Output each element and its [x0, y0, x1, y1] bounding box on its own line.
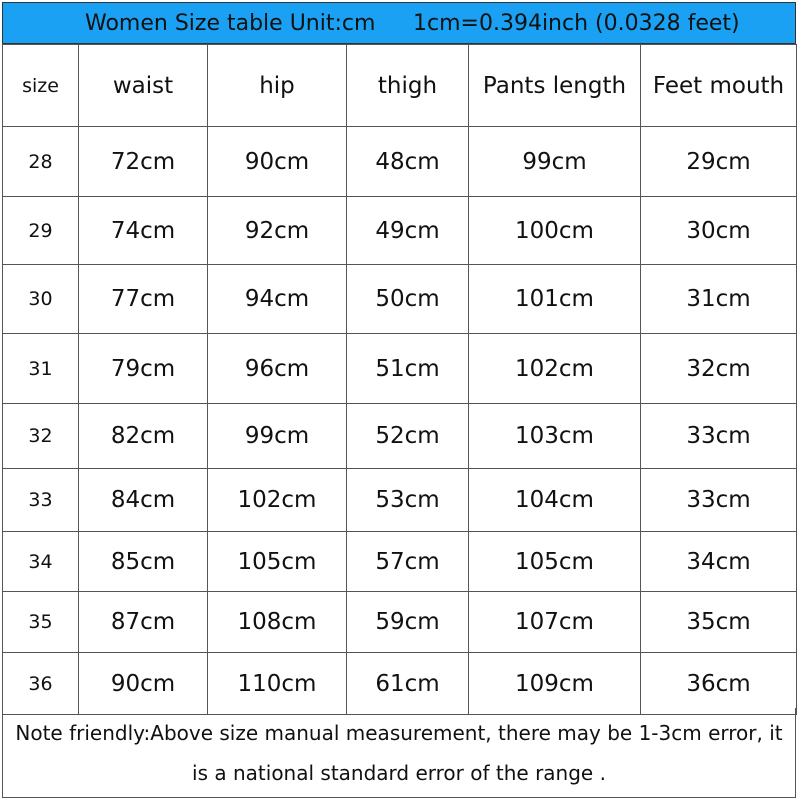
cell-feet-mouth: 33cm	[641, 469, 797, 532]
cell-feet-mouth: 36cm	[641, 653, 797, 715]
header-cell-hip: hip	[208, 45, 347, 127]
note	[2, 708, 796, 798]
cell-size: 28	[3, 127, 79, 197]
cell-waist: 85cm	[79, 532, 208, 592]
cell-feet-mouth: 34cm	[641, 532, 797, 592]
cell-hip: 92cm	[208, 197, 347, 265]
cell-thigh: 48cm	[347, 127, 469, 197]
cell-hip: 108cm	[208, 592, 347, 653]
cell-thigh: 50cm	[347, 265, 469, 334]
table-row	[3, 469, 797, 532]
cell-waist: 87cm	[79, 592, 208, 653]
cell-size: 29	[3, 197, 79, 265]
table-row	[3, 532, 797, 592]
header-cell-waist: waist	[79, 45, 208, 127]
cell-hip: 96cm	[208, 334, 347, 404]
cell-size: 34	[3, 532, 79, 592]
cell-feet-mouth: 32cm	[641, 334, 797, 404]
cell-pants-length: 104cm	[469, 469, 641, 532]
header-cell-feet-mouth: Feet mouth	[641, 45, 797, 127]
cell-waist: 72cm	[79, 127, 208, 197]
table-row	[3, 404, 797, 469]
cell-thigh: 52cm	[347, 404, 469, 469]
note-line-2: is a national standard error of the range .	[192, 761, 606, 785]
table-body	[3, 127, 797, 715]
cell-hip: 99cm	[208, 404, 347, 469]
cell-feet-mouth: 35cm	[641, 592, 797, 653]
cell-hip: 110cm	[208, 653, 347, 715]
cell-waist: 90cm	[79, 653, 208, 715]
cell-hip: 105cm	[208, 532, 347, 592]
table-row	[3, 127, 797, 197]
cell-size: 36	[3, 653, 79, 715]
table-row	[3, 334, 797, 404]
cell-size: 35	[3, 592, 79, 653]
header-cell-thigh: thigh	[347, 45, 469, 127]
header-cell-size: size	[3, 45, 79, 127]
cell-thigh: 53cm	[347, 469, 469, 532]
cell-pants-length: 100cm	[469, 197, 641, 265]
cell-hip: 90cm	[208, 127, 347, 197]
cell-thigh: 57cm	[347, 532, 469, 592]
cell-waist: 82cm	[79, 404, 208, 469]
cell-pants-length: 103cm	[469, 404, 641, 469]
cell-waist: 84cm	[79, 469, 208, 532]
cell-thigh: 59cm	[347, 592, 469, 653]
cell-size: 32	[3, 404, 79, 469]
cell-feet-mouth: 33cm	[641, 404, 797, 469]
cell-pants-length: 105cm	[469, 532, 641, 592]
table-row	[3, 265, 797, 334]
cell-size: 30	[3, 265, 79, 334]
cell-pants-length: 102cm	[469, 334, 641, 404]
size-table	[2, 44, 797, 715]
note-line-1: Note friendly:Above size manual measurement, there may be 1-3cm error, it	[15, 721, 783, 745]
cell-hip: 102cm	[208, 469, 347, 532]
table-row	[3, 592, 797, 653]
cell-waist: 77cm	[79, 265, 208, 334]
cell-thigh: 51cm	[347, 334, 469, 404]
cell-pants-length: 107cm	[469, 592, 641, 653]
cell-waist: 79cm	[79, 334, 208, 404]
cell-pants-length: 99cm	[469, 127, 641, 197]
unit-conversion-text: 1cm=0.394inch (0.0328 feet)	[413, 10, 740, 36]
title-bar	[2, 2, 796, 44]
cell-pants-length: 101cm	[469, 265, 641, 334]
header-cell-pants-length: Pants length	[469, 45, 641, 127]
cell-feet-mouth: 31cm	[641, 265, 797, 334]
cell-feet-mouth: 30cm	[641, 197, 797, 265]
title-text: Women Size table Unit:cm	[85, 10, 376, 36]
cell-thigh: 61cm	[347, 653, 469, 715]
header-row	[3, 45, 797, 127]
cell-size: 31	[3, 334, 79, 404]
table-row	[3, 197, 797, 265]
cell-feet-mouth: 29cm	[641, 127, 797, 197]
cell-thigh: 49cm	[347, 197, 469, 265]
cell-waist: 74cm	[79, 197, 208, 265]
cell-hip: 94cm	[208, 265, 347, 334]
table-row	[3, 653, 797, 715]
cell-size: 33	[3, 469, 79, 532]
cell-pants-length: 109cm	[469, 653, 641, 715]
